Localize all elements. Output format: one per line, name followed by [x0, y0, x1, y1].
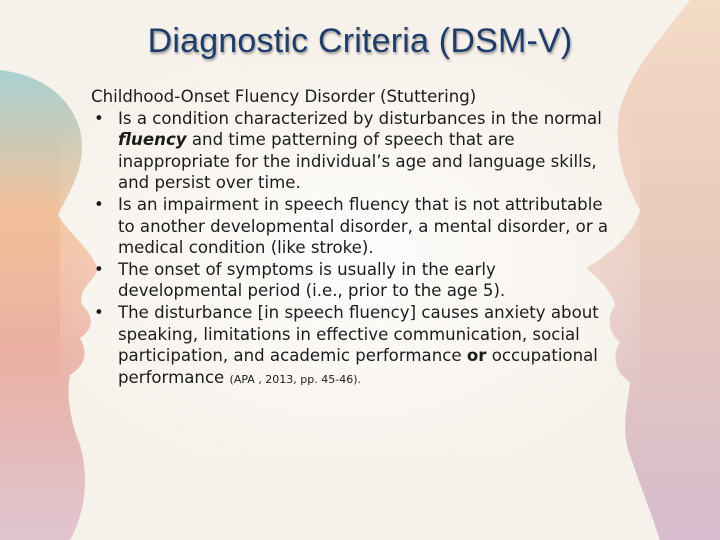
item-text: The disturbance [in speech fluency] causes anxiety about speaking, limitations in effective communication, social participation, and academic performance: [118, 302, 599, 366]
list-item: [91, 108, 611, 194]
list-item: [91, 302, 611, 390]
slide-content: [91, 86, 611, 390]
bullet-marker: •: [94, 108, 104, 128]
citation: (APA , 2013, pp. 45-46).: [229, 372, 362, 386]
bullet-marker: •: [94, 302, 104, 322]
item-text-cont: occupational performance: [118, 346, 598, 387]
section-heading: Childhood-Onset Fluency Disorder (Stuttering): [91, 87, 477, 106]
item-text: Is a condition characterized by disturbances in the normal: [118, 108, 602, 128]
item-text: Is an impairment in speech fluency that is not attributable to another developmental disorder, a mental disorder, or a medical condition (like stroke).: [118, 194, 609, 258]
item-text: The onset of symptoms is usually in the early developmental period (i.e., prior to the age 5).: [118, 259, 506, 301]
bullet-marker: •: [94, 194, 104, 214]
bullet-marker: •: [94, 259, 104, 279]
item-text-cont: and time patterning of speech that are inappropriate for the individual’s age and language skills, and persist over time.: [118, 130, 597, 193]
list-item: [91, 259, 611, 302]
bold-text: or: [466, 346, 487, 366]
criteria-list: [91, 108, 611, 391]
slide-title: Diagnostic Criteria (DSM-V): [147, 22, 573, 60]
list-item: [91, 194, 611, 259]
emphasis-text: fluency: [118, 130, 187, 150]
